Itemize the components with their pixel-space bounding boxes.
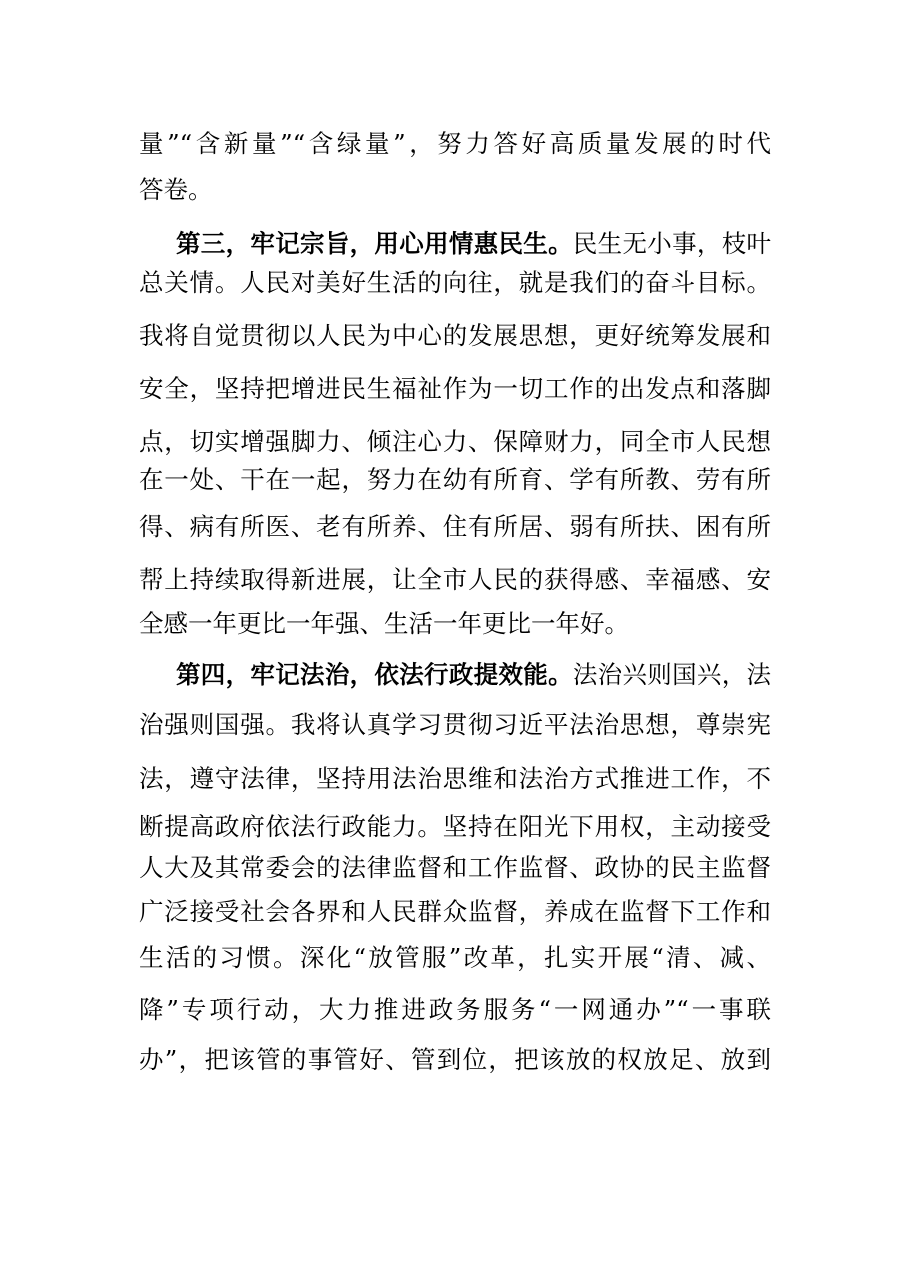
paragraph-line: 我将自觉贯彻以人民为中心的发展思想，更好统筹发展和 xyxy=(139,321,771,350)
paragraph-line: 得、病有所医、老有所养、住有所居、弱有所扶、困有所 xyxy=(139,512,771,541)
section4-first-line xyxy=(176,655,771,695)
paragraph-line: 法，遵守法律，坚持用法治思维和法治方式推进工作，不 xyxy=(139,764,771,793)
paragraph-line: 量”“含新量”“含绿量”，努力答好高质量发展的时代 xyxy=(139,129,771,158)
paragraph-line: 降”专项行动，大力推进政务服务“一网通办”“一事联 xyxy=(139,995,771,1024)
section4-heading: 第四，牢记法治，依法行政提效能。 xyxy=(176,660,573,689)
paragraph-line: 断提高政府依法行政能力。坚持在阳光下用权，主动接受 xyxy=(139,812,771,841)
paragraph-line: 生活的习惯。深化“放管服”改革，扎实开展“清、减、 xyxy=(139,943,771,972)
paragraph-line: 总关情。人民对美好生活的向往，就是我们的奋斗目标。 xyxy=(139,268,771,297)
paragraph-line: 帮上持续取得新进展，让全市人民的获得感、幸福感、安 xyxy=(139,565,771,594)
paragraph-line: 答卷。 xyxy=(139,175,213,204)
section4-lead-text: 法治兴则国兴，法 xyxy=(572,660,772,689)
paragraph-line: 广泛接受社会各界和人民群众监督，养成在监督下工作和 xyxy=(139,897,771,926)
paragraph-line: 办”，把该管的事管好、管到位，把该放的权放足、放到 xyxy=(139,1045,771,1074)
paragraph-line: 在一处、干在一起，努力在幼有所育、学有所教、劳有所 xyxy=(139,465,771,494)
paragraph-line: 全感一年更比一年强、生活一年更比一年好。 xyxy=(139,609,629,638)
paragraph-line: 安全，坚持把增进民生福祉作为一切工作的出发点和落脚 xyxy=(139,374,771,403)
section3-heading: 第三，牢记宗旨，用心用情惠民生。 xyxy=(176,229,573,258)
paragraph-line: 点，切实增强脚力、倾注心力、保障财力，同全市人民想 xyxy=(139,427,771,456)
section3-lead-text: 民生无小事，枝叶 xyxy=(572,229,772,258)
paragraph-line: 治强则国强。我将认真学习贯彻习近平法治思想，尊崇宪 xyxy=(139,710,771,739)
paragraph-line: 人大及其常委会的法律监督和工作监督、政协的民主监督 xyxy=(139,853,771,882)
section3-first-line xyxy=(176,224,771,264)
